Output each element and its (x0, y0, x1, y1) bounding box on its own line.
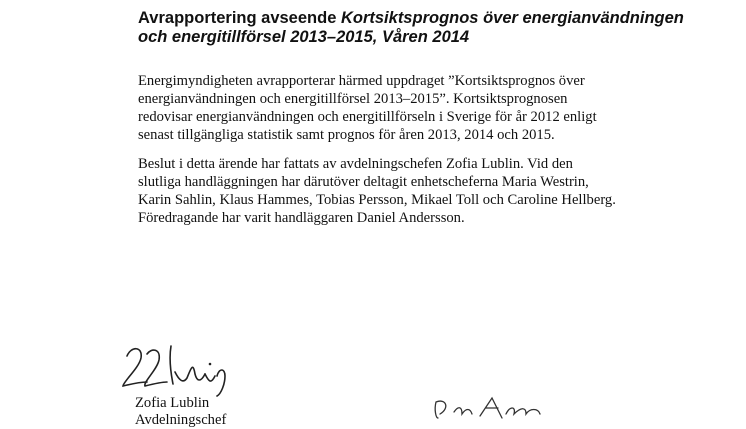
paragraph-line: Föredragande har varit handläggaren Daniel Andersson. (138, 210, 465, 226)
signatory-role: Avdelningschef (135, 412, 227, 428)
paragraph-decision (138, 155, 638, 227)
paragraph-line: senast tillgängliga statistik samt prognos för åren 2013, 2014 och 2015. (138, 127, 555, 143)
signature-scribble-icon (113, 338, 253, 398)
title-italic: Kortsiktsprognos över energianvändningen och energitillförsel 2013–2015, Våren 2014 (138, 9, 684, 46)
paragraph-line: Karin Sahlin, Klaus Hammes, Tobias Persson, Mikael Toll och Caroline Hellberg. (138, 192, 616, 208)
handwritten-signature-primary (113, 338, 253, 398)
signature-scribble-icon (430, 394, 560, 419)
document-title (138, 9, 698, 47)
signatory-name: Zofia Lublin (135, 395, 210, 411)
paragraph-line: energianvändningen och energitillförsel 2013–2015”. Kortsiktsprognosen (138, 91, 568, 107)
paragraph-line: Beslut i detta ärende har fattats av avdelningschefen Zofia Lublin. Vid den (138, 156, 573, 172)
paragraph-line: Energimyndigheten avrapporterar härmed uppdraget ”Kortsiktsprognos över (138, 73, 585, 89)
signatory-block (135, 395, 226, 429)
paragraph-line: slutliga handläggningen har därutöver deltagit enhetscheferna Maria Westrin, (138, 174, 589, 190)
paragraph-line: redovisar energianvändningen och energitillförseln i Sverige för år 2012 enligt (138, 109, 597, 125)
title-prefix: Avrapportering avseende (138, 9, 341, 27)
handwritten-signature-secondary (430, 394, 560, 419)
paragraph-report (138, 72, 638, 144)
